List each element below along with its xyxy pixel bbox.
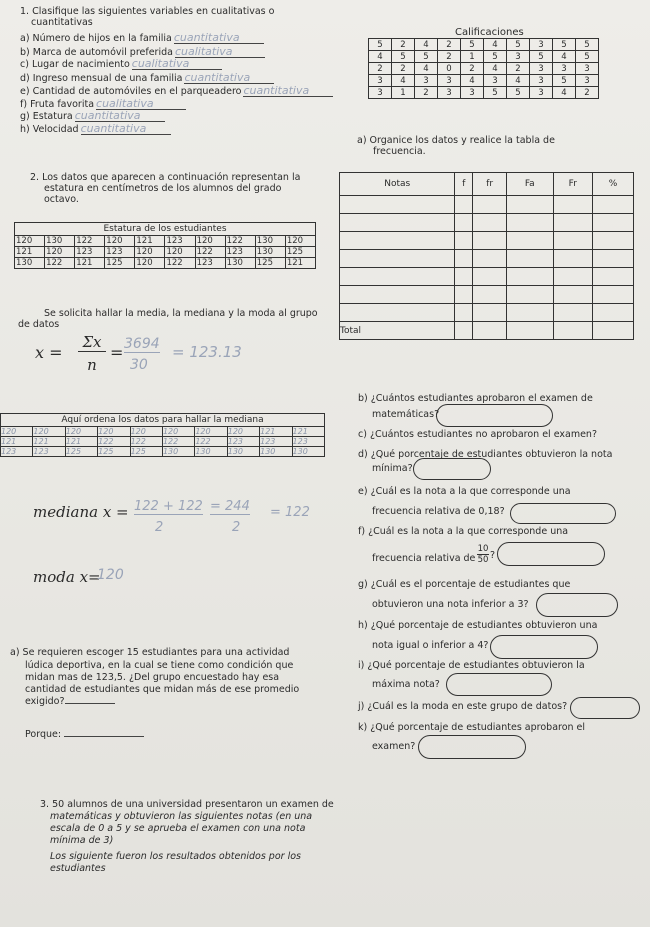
freq-cell[interactable] bbox=[593, 214, 634, 232]
freq-row bbox=[340, 232, 634, 250]
freq-cell[interactable] bbox=[455, 196, 473, 214]
table-cell: 130 bbox=[292, 447, 324, 457]
freq-cell[interactable] bbox=[340, 232, 455, 250]
q1-item bbox=[20, 85, 333, 97]
qe-answer-oval[interactable] bbox=[510, 503, 616, 524]
q1-item bbox=[20, 110, 165, 122]
freq-cell[interactable] bbox=[507, 196, 554, 214]
qi-answer-oval[interactable] bbox=[446, 673, 552, 696]
table-cell: 5 bbox=[507, 87, 530, 99]
table-cell: 123 bbox=[227, 437, 259, 447]
table-cell: 0 bbox=[438, 63, 461, 75]
qh-l1: h) ¿Qué porcentaje de estudiantes obtuvieron una bbox=[358, 620, 598, 631]
table-cell: 5 bbox=[553, 39, 576, 51]
table-cell: 130 bbox=[162, 447, 194, 457]
q3-l5: Los siguiente fueron los resultados obtenidos por los bbox=[50, 851, 301, 862]
table-cell: 120 bbox=[105, 236, 135, 247]
freq-cell[interactable] bbox=[455, 250, 473, 268]
mediana-label: mediana x = bbox=[33, 503, 129, 521]
freq-cell[interactable] bbox=[507, 214, 554, 232]
qk-answer-oval[interactable] bbox=[418, 735, 526, 759]
table-cell: 122 bbox=[225, 236, 255, 247]
table-cell: 120 bbox=[45, 247, 75, 258]
table-cell: 120 bbox=[285, 236, 315, 247]
calificaciones-title: Calificaciones bbox=[455, 27, 524, 38]
ordered-data-table[interactable] bbox=[0, 413, 325, 457]
table-cell: 5 bbox=[553, 75, 576, 87]
q2-task-l1: Se solicita hallar la media, la mediana y la moda al grupo bbox=[44, 308, 318, 319]
qe-l1: e) ¿Cuál es la nota a la que corresponde una bbox=[358, 486, 571, 497]
table-cell: 3 bbox=[438, 75, 461, 87]
table-cell: 120 bbox=[162, 427, 194, 437]
table-cell: 4 bbox=[507, 75, 530, 87]
qk-l1: k) ¿Qué porcentaje de estudiantes aprobaron el bbox=[358, 722, 586, 733]
q1-item-label: d) Ingreso mensual de una familia bbox=[20, 73, 183, 84]
q1-item-answer[interactable]: cuantitativa bbox=[184, 72, 274, 84]
qh-l2: nota igual o inferior a 4? bbox=[372, 640, 489, 651]
freq-cell[interactable] bbox=[340, 286, 455, 304]
calificaciones-row bbox=[369, 75, 599, 87]
freq-header-cell: Notas bbox=[340, 173, 455, 196]
table-cell: 2 bbox=[392, 39, 415, 51]
table-cell: 123 bbox=[195, 258, 225, 269]
mean-equals: = bbox=[110, 343, 124, 362]
freq-cell[interactable] bbox=[473, 250, 507, 268]
qf-fraction-num: 10 bbox=[477, 544, 489, 554]
table-cell: 3 bbox=[507, 51, 530, 63]
table-cell: 4 bbox=[484, 63, 507, 75]
table-cell: 122 bbox=[130, 437, 162, 447]
mean-hw-result: = 123.13 bbox=[172, 343, 242, 361]
qf-l1: f) ¿Cuál es la nota a la que corresponde una bbox=[358, 526, 569, 537]
q1-item bbox=[20, 72, 274, 84]
estatura-row bbox=[15, 247, 316, 258]
q2-l3: octavo. bbox=[44, 194, 79, 205]
table-cell: 5 bbox=[507, 39, 530, 51]
freq-cell[interactable] bbox=[340, 214, 455, 232]
freq-cell[interactable] bbox=[340, 268, 455, 286]
table-cell: 120 bbox=[165, 247, 195, 258]
estatura-row bbox=[15, 236, 316, 247]
table-cell: 130 bbox=[260, 447, 292, 457]
table-cell: 120 bbox=[135, 247, 165, 258]
table-cell: 123 bbox=[165, 236, 195, 247]
freq-row bbox=[340, 304, 634, 322]
q1-item bbox=[20, 123, 171, 135]
freq-total-row bbox=[340, 322, 634, 340]
freq-cell[interactable] bbox=[340, 250, 455, 268]
qd-l1: d) ¿Qué porcentaje de estudiantes obtuvieron la nota bbox=[358, 449, 613, 460]
freq-header-cell: Fr bbox=[553, 173, 593, 196]
freq-cell[interactable] bbox=[553, 268, 593, 286]
freq-cell[interactable] bbox=[507, 286, 554, 304]
qb-answer-oval[interactable] bbox=[436, 404, 553, 427]
qf-l2: frecuencia relativa de bbox=[372, 553, 476, 564]
table-cell: 3 bbox=[530, 75, 553, 87]
q1-item-label: a) Número de hijos en la familia bbox=[20, 33, 172, 44]
q1-title: 1. Clasifique las siguientes variables en cualitativas o bbox=[20, 6, 275, 17]
mediana-hw-equals: = 244 bbox=[210, 499, 250, 514]
ordered-data-title: Aquí ordena los datos para hallar la mediana bbox=[1, 414, 325, 427]
table-cell: 4 bbox=[553, 87, 576, 99]
table-cell: 130 bbox=[15, 258, 45, 269]
qf-answer-oval[interactable] bbox=[497, 542, 605, 566]
freq-cell[interactable] bbox=[593, 196, 634, 214]
freq-header-cell: % bbox=[593, 173, 634, 196]
table-cell: 121 bbox=[285, 258, 315, 269]
table-cell: 125 bbox=[105, 258, 135, 269]
qj: j) ¿Cuál es la moda en este grupo de datos? bbox=[358, 701, 568, 712]
freq-cell[interactable] bbox=[553, 232, 593, 250]
table-cell: 123 bbox=[260, 437, 292, 447]
freq-cell[interactable] bbox=[473, 196, 507, 214]
table-cell: 3 bbox=[530, 39, 553, 51]
table-cell: 4 bbox=[415, 63, 438, 75]
freq-cell[interactable] bbox=[553, 286, 593, 304]
freq-cell[interactable] bbox=[455, 232, 473, 250]
freq-cell[interactable] bbox=[455, 214, 473, 232]
freq-cell[interactable] bbox=[593, 322, 634, 340]
table-cell: 122 bbox=[45, 258, 75, 269]
table-cell: 123 bbox=[105, 247, 135, 258]
qf-qmark: ? bbox=[490, 550, 496, 561]
table-cell: 1 bbox=[461, 51, 484, 63]
calificaciones-row bbox=[369, 63, 599, 75]
freq-cell[interactable] bbox=[593, 286, 634, 304]
table-cell: 120 bbox=[195, 236, 225, 247]
freq-row bbox=[340, 286, 634, 304]
table-cell: 122 bbox=[195, 437, 227, 447]
freq-cell[interactable] bbox=[593, 268, 634, 286]
estatura-row bbox=[15, 258, 316, 269]
table-cell: 2 bbox=[438, 39, 461, 51]
mean-lhs: x = bbox=[35, 343, 63, 362]
table-cell: 121 bbox=[65, 437, 97, 447]
table-cell: 2 bbox=[415, 87, 438, 99]
qe-l2: frecuencia relativa de 0,18? bbox=[372, 506, 505, 517]
qk-l2: examen? bbox=[372, 741, 416, 752]
freq-cell[interactable] bbox=[473, 214, 507, 232]
freq-cell[interactable] bbox=[455, 268, 473, 286]
freq-cell[interactable] bbox=[507, 250, 554, 268]
table-cell: 120 bbox=[135, 258, 165, 269]
q-organice-l2: frecuencia. bbox=[373, 146, 426, 157]
q1-item-label: c) Lugar de nacimiento bbox=[20, 59, 130, 70]
table-cell: 130 bbox=[255, 247, 285, 258]
qg-l2: obtuvieron una nota inferior a 3? bbox=[372, 599, 529, 610]
freq-header-cell: Fa bbox=[507, 173, 554, 196]
q2a-porque-blank[interactable] bbox=[64, 736, 144, 737]
table-cell: 121 bbox=[33, 437, 65, 447]
q3-l1: 3. 50 alumnos de una universidad presentaron un examen de bbox=[40, 799, 334, 810]
freq-cell[interactable] bbox=[340, 304, 455, 322]
freq-cell[interactable] bbox=[473, 268, 507, 286]
calificaciones-row bbox=[369, 39, 599, 51]
table-cell: 4 bbox=[553, 51, 576, 63]
freq-cell[interactable] bbox=[455, 304, 473, 322]
table-cell: 122 bbox=[195, 247, 225, 258]
qc: c) ¿Cuántos estudiantes no aprobaron el examen? bbox=[358, 429, 597, 440]
freq-cell[interactable] bbox=[473, 286, 507, 304]
table-cell: 3 bbox=[461, 87, 484, 99]
table-cell: 4 bbox=[461, 75, 484, 87]
table-cell: 1 bbox=[392, 87, 415, 99]
q2a-porque: Porque: bbox=[25, 729, 144, 740]
table-cell: 122 bbox=[75, 236, 105, 247]
table-cell: 121 bbox=[15, 247, 45, 258]
calificaciones-row bbox=[369, 51, 599, 63]
ordered-data-row bbox=[1, 447, 325, 457]
q1-item-label: b) Marca de automóvil preferida bbox=[20, 47, 173, 58]
q3-l3: escala de 0 a 5 y se aprueba el examen con una nota bbox=[50, 823, 306, 834]
q2-l2: estatura en centímetros de los alumnos del grado bbox=[44, 183, 282, 194]
table-cell: 120 bbox=[15, 236, 45, 247]
freq-cell[interactable] bbox=[553, 322, 593, 340]
table-cell: 130 bbox=[45, 236, 75, 247]
table-cell: 123 bbox=[225, 247, 255, 258]
table-cell: 4 bbox=[369, 51, 392, 63]
freq-cell[interactable] bbox=[553, 196, 593, 214]
mediana-hw-denominator: 2 bbox=[155, 520, 164, 535]
table-cell: 5 bbox=[461, 39, 484, 51]
q2-task-l2: de datos bbox=[18, 319, 60, 330]
q2a-l1: a) Se requieren escoger 15 estudiantes para una actividad bbox=[10, 647, 290, 658]
qh-answer-oval[interactable] bbox=[490, 635, 598, 659]
table-cell: 2 bbox=[438, 51, 461, 63]
qb-l1: b) ¿Cuántos estudiantes aprobaron el examen de bbox=[358, 393, 593, 404]
q3-l4: mínima de 3) bbox=[50, 835, 114, 846]
table-cell: 2 bbox=[576, 87, 599, 99]
table-cell: 5 bbox=[576, 39, 599, 51]
table-cell: 121 bbox=[75, 258, 105, 269]
q1-item-answer[interactable]: cuantitativa bbox=[243, 85, 333, 97]
table-cell: 121 bbox=[292, 427, 324, 437]
q1-item-label: e) Cantidad de automóviles en el parqueadero bbox=[20, 86, 242, 97]
freq-row bbox=[340, 250, 634, 268]
table-cell: 5 bbox=[484, 51, 507, 63]
qb-l2: matemáticas? bbox=[372, 409, 440, 420]
ordered-data-row bbox=[1, 437, 325, 447]
q2a-l4: cantidad de estudiantes que midan más de ese promedio bbox=[25, 684, 300, 695]
ordered-data-row bbox=[1, 427, 325, 437]
table-cell: 121 bbox=[260, 427, 292, 437]
table-cell: 5 bbox=[369, 39, 392, 51]
table-cell: 125 bbox=[65, 447, 97, 457]
q2-l1: 2. Los datos que aparecen a continuación representan la bbox=[30, 172, 301, 183]
freq-cell[interactable] bbox=[473, 232, 507, 250]
table-cell: 120 bbox=[98, 427, 130, 437]
freq-total-label: Total bbox=[340, 322, 455, 340]
freq-row bbox=[340, 214, 634, 232]
table-cell: 3 bbox=[530, 87, 553, 99]
table-cell: 121 bbox=[1, 437, 33, 447]
table-cell: 121 bbox=[135, 236, 165, 247]
table-cell: 120 bbox=[130, 427, 162, 437]
table-cell: 3 bbox=[530, 63, 553, 75]
table-cell: 4 bbox=[392, 75, 415, 87]
table-cell: 123 bbox=[33, 447, 65, 457]
q1-item-label: f) Fruta favorita bbox=[20, 99, 95, 110]
q-organice-l1: a) Organice los datos y realice la tabla de bbox=[357, 135, 555, 146]
table-cell: 122 bbox=[165, 258, 195, 269]
freq-cell[interactable] bbox=[507, 232, 554, 250]
table-cell: 3 bbox=[369, 75, 392, 87]
q1-item-answer[interactable]: cualitativa bbox=[132, 58, 222, 70]
q1-item bbox=[20, 32, 264, 44]
freq-cell[interactable] bbox=[593, 304, 634, 322]
table-cell: 120 bbox=[65, 427, 97, 437]
mediana-hw-result: = 122 bbox=[270, 505, 310, 520]
table-cell: 123 bbox=[1, 447, 33, 457]
mediana-hw-numerator: 122 + 122 bbox=[134, 499, 203, 514]
mean-denominator: n bbox=[87, 356, 97, 374]
qi-l1: i) ¿Qué porcentaje de estudiantes obtuvieron la bbox=[358, 660, 585, 671]
table-cell: 125 bbox=[285, 247, 315, 258]
freq-header-cell: f bbox=[455, 173, 473, 196]
table-cell: 125 bbox=[130, 447, 162, 457]
q1-item-answer[interactable]: cuantitativa bbox=[174, 32, 264, 44]
freq-row bbox=[340, 268, 634, 286]
table-cell: 3 bbox=[369, 87, 392, 99]
q2a-l3: midan mas de 123,5. ¿Del grupo encuestado hay esa bbox=[25, 672, 280, 683]
table-cell: 130 bbox=[195, 447, 227, 457]
table-cell: 3 bbox=[576, 75, 599, 87]
frequency-table[interactable] bbox=[339, 172, 634, 340]
table-cell: 5 bbox=[530, 51, 553, 63]
estatura-title: Estatura de los estudiantes bbox=[15, 223, 316, 236]
table-cell: 122 bbox=[162, 437, 194, 447]
freq-cell[interactable] bbox=[553, 214, 593, 232]
mediana-hw-den2: 2 bbox=[232, 520, 241, 535]
table-cell: 2 bbox=[507, 63, 530, 75]
table-cell: 3 bbox=[484, 75, 507, 87]
table-cell: 2 bbox=[461, 63, 484, 75]
freq-cell[interactable] bbox=[593, 250, 634, 268]
table-cell: 5 bbox=[392, 51, 415, 63]
freq-cell[interactable] bbox=[473, 304, 507, 322]
q2a-answer-blank[interactable] bbox=[65, 703, 115, 704]
qj-answer-oval[interactable] bbox=[570, 697, 640, 719]
table-cell: 120 bbox=[227, 427, 259, 437]
qg-l1: g) ¿Cuál es el porcentaje de estudiantes que bbox=[358, 579, 571, 590]
q1-item bbox=[20, 58, 222, 70]
freq-cell[interactable] bbox=[553, 304, 593, 322]
q3-l6: estudiantes bbox=[50, 863, 106, 874]
freq-header-cell: fr bbox=[473, 173, 507, 196]
qd-l2: mínima? bbox=[372, 463, 413, 474]
freq-cell[interactable] bbox=[455, 286, 473, 304]
table-cell: 120 bbox=[195, 427, 227, 437]
qi-l2: máxima nota? bbox=[372, 679, 440, 690]
table-cell: 2 bbox=[392, 63, 415, 75]
mean-hw-denominator: 30 bbox=[130, 357, 148, 373]
q3-l2: matemáticas y obtuvieron las siguientes notas (en una bbox=[50, 811, 313, 822]
moda-hw: 120 bbox=[97, 567, 124, 583]
q1-title-l2: cuantitativas bbox=[31, 17, 93, 28]
table-cell: 123 bbox=[292, 437, 324, 447]
estatura-table bbox=[14, 222, 316, 269]
table-cell: 3 bbox=[576, 63, 599, 75]
table-cell: 125 bbox=[255, 258, 285, 269]
table-cell: 4 bbox=[415, 39, 438, 51]
table-cell: 3 bbox=[438, 87, 461, 99]
table-cell: 122 bbox=[98, 437, 130, 447]
q2a-l2: lúdica deportiva, en la cual se tiene como condición que bbox=[25, 660, 294, 671]
moda-label: moda x= bbox=[33, 568, 101, 586]
qg-answer-oval[interactable] bbox=[536, 593, 618, 617]
table-cell: 5 bbox=[415, 51, 438, 63]
table-cell: 5 bbox=[576, 51, 599, 63]
q1-item-label: h) Velocidad bbox=[20, 124, 79, 135]
freq-cell[interactable] bbox=[593, 232, 634, 250]
freq-cell[interactable] bbox=[553, 250, 593, 268]
q2a-l5: exigido? bbox=[25, 696, 115, 707]
freq-cell[interactable] bbox=[507, 304, 554, 322]
qd-answer-oval[interactable] bbox=[413, 458, 491, 480]
freq-cell[interactable] bbox=[473, 322, 507, 340]
table-cell: 123 bbox=[75, 247, 105, 258]
table-cell: 4 bbox=[484, 39, 507, 51]
mean-numerator: Σx bbox=[78, 333, 106, 352]
table-cell: 130 bbox=[227, 447, 259, 457]
q1-item-answer[interactable]: cuantitativa bbox=[81, 123, 171, 135]
q1-item-answer[interactable]: cuantitativa bbox=[75, 110, 165, 122]
freq-cell[interactable] bbox=[455, 322, 473, 340]
table-cell: 130 bbox=[255, 236, 285, 247]
table-cell: 120 bbox=[33, 427, 65, 437]
freq-cell[interactable] bbox=[340, 196, 455, 214]
q1-item-answer[interactable]: cualitativa bbox=[96, 98, 186, 110]
table-cell: 3 bbox=[553, 63, 576, 75]
freq-cell[interactable] bbox=[507, 268, 554, 286]
freq-cell[interactable] bbox=[507, 322, 554, 340]
calificaciones-table bbox=[368, 38, 599, 99]
freq-row bbox=[340, 196, 634, 214]
table-cell: 5 bbox=[484, 87, 507, 99]
q1-item-answer[interactable]: cualitativa bbox=[175, 46, 265, 58]
table-cell: 120 bbox=[1, 427, 33, 437]
calificaciones-row bbox=[369, 87, 599, 99]
table-cell: 2 bbox=[369, 63, 392, 75]
table-cell: 125 bbox=[98, 447, 130, 457]
table-cell: 130 bbox=[225, 258, 255, 269]
qf-fraction-den: 50 bbox=[477, 555, 489, 565]
mean-hw-numerator: 3694 bbox=[124, 336, 160, 352]
table-cell: 3 bbox=[415, 75, 438, 87]
q1-item-label: g) Estatura bbox=[20, 111, 73, 122]
